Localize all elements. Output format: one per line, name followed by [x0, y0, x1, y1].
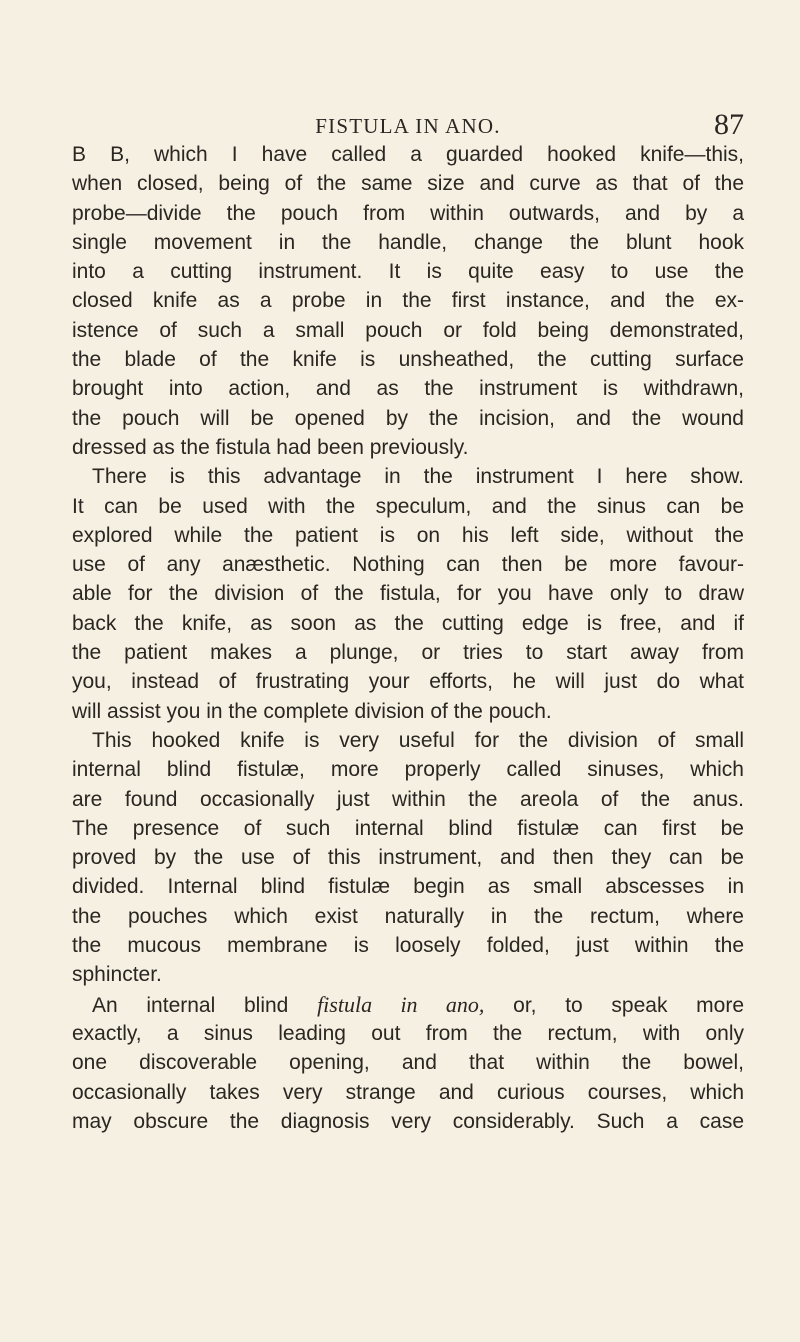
text-line: exactly, a sinus leading out from the rectum, with only — [72, 1021, 744, 1045]
text-line: istence of such a small pouch or fold being demonstrated, — [72, 318, 744, 342]
text-line: into a cutting instrument. It is quite easy to use the — [72, 260, 744, 284]
text-line: are found occasionally just within the areola of the anus. — [72, 787, 744, 811]
text-line: you, instead of frustrating your efforts, he will just do what — [72, 670, 744, 694]
running-head-title: FISTULA IN ANO. — [315, 114, 501, 138]
text-line-with-italic — [72, 990, 744, 1019]
text-line: probe—divide the pouch from within outwards, and by a — [72, 201, 744, 225]
body-text — [72, 140, 744, 1136]
text-line: may obscure the diagnosis very considerably. Such a case — [72, 1109, 744, 1133]
text-line: sphincter. — [72, 963, 162, 987]
text-line: the mucous membrane is loosely folded, just within the — [72, 934, 744, 958]
text-line: dressed as the fistula had been previously. — [72, 435, 469, 459]
italic-phrase: fistula in ano, — [317, 991, 485, 1017]
text-line: occasionally takes very strange and curious courses, which — [72, 1080, 744, 1104]
text-line: back the knife, as soon as the cutting edge is free, and if — [72, 611, 744, 635]
text-line: B B, which I have called a guarded hooked knife—this, — [72, 143, 744, 166]
line-lead: An internal blind — [92, 993, 289, 1017]
text-line: internal blind fistulæ, more properly called sinuses, which — [72, 758, 744, 782]
text-line: The presence of such internal blind fistulæ can first be — [72, 816, 744, 840]
line-tail: or, to speak more — [513, 993, 745, 1017]
text-line: when closed, being of the same size and curve as that of the — [72, 172, 744, 196]
text-line: the pouches which exist naturally in the rectum, where — [72, 904, 744, 928]
text-line: one discoverable opening, and that within the bowel, — [72, 1051, 744, 1075]
text-line: explored while the patient is on his left side, without the — [72, 523, 744, 547]
text-line: the patient makes a plunge, or tries to start away from — [72, 641, 744, 665]
text-line: There is this advantage in the instrument I here show. — [92, 465, 744, 489]
text-line: divided. Internal blind fistulæ begin as small abscesses in — [72, 875, 744, 899]
text-line: the blade of the knife is unsheathed, the cutting surface — [72, 348, 744, 372]
running-head — [72, 110, 744, 142]
text-line: use of any anæsthetic. Nothing can then be more favour- — [72, 553, 744, 577]
text-line: brought into action, and as the instrument is withdrawn, — [72, 377, 744, 401]
text-line: the pouch will be opened by the incision, and the wound — [72, 406, 744, 430]
text-line: closed knife as a probe in the first instance, and the ex- — [72, 289, 744, 313]
text-line: It can be used with the speculum, and the sinus can be — [72, 494, 744, 518]
text-line: single movement in the handle, change the blunt hook — [72, 230, 744, 254]
page-number: 87 — [714, 108, 744, 141]
text-line: will assist you in the complete division of the pouch. — [72, 699, 552, 723]
text-line: proved by the use of this instrument, and then they can be — [72, 846, 744, 870]
text-line: able for the division of the fistula, for you have only to draw — [72, 582, 744, 606]
text-line: This hooked knife is very useful for the division of small — [92, 728, 744, 752]
